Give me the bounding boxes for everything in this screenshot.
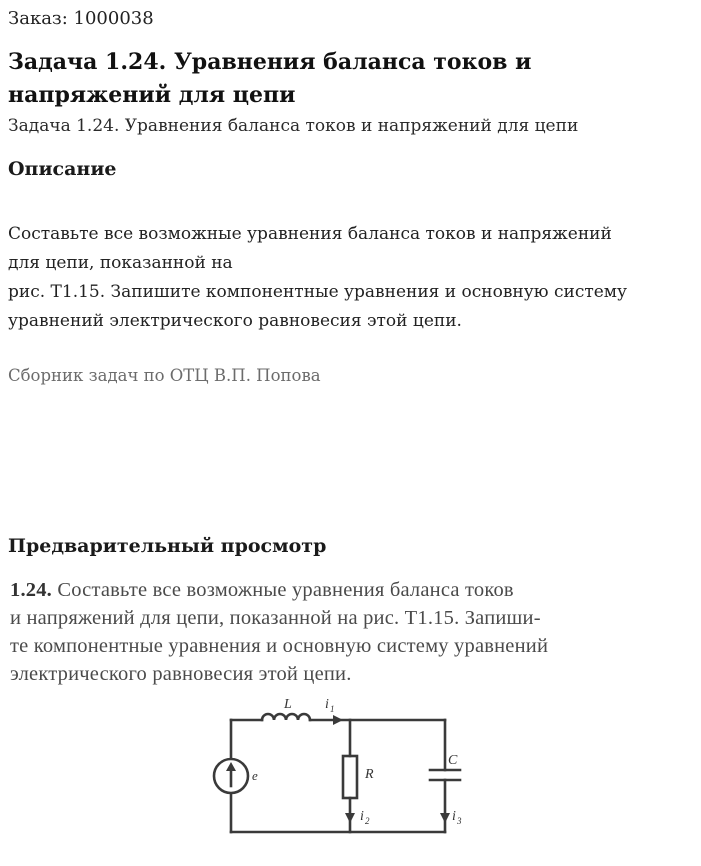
label-current-i1-sub: 1 [330, 704, 335, 714]
label-current-i2-sub: 2 [365, 816, 370, 826]
scan-line-text: Составьте все возможные уравнения баланса токов [52, 579, 514, 601]
label-inductor: L [284, 697, 292, 712]
resistor-symbol [343, 756, 357, 798]
label-resistor: R [365, 767, 374, 782]
description-line: Составьте все возможные уравнения баланса токов и напряжений [8, 224, 612, 244]
scan-line: электрического равновесия этой цепи. [10, 663, 352, 685]
inductor-symbol [262, 714, 310, 720]
description-line: для цепи, показанной на [8, 253, 233, 273]
page-title: Задача 1.24. Уравнения баланса токов и напряжений для цепи [8, 49, 532, 108]
page-subtitle: Задача 1.24. Уравнения баланса токов и напряжений для цепи [8, 116, 579, 136]
label-source: e [252, 768, 258, 783]
source-arrowhead [226, 762, 236, 771]
current-arrow-i1 [333, 715, 343, 725]
description-line: рис. Т1.15. Запишите компонентные уравнения и основную систему [8, 282, 628, 302]
scan-problem-number: 1.24. [10, 579, 52, 601]
label-capacitor: C [448, 753, 458, 768]
scan-line: те компонентные уравнения и основную систему уравнений [10, 635, 549, 657]
current-arrow-i3 [440, 813, 450, 823]
label-current-i3-sub: 3 [457, 816, 462, 826]
description-heading: Описание [8, 158, 117, 180]
current-arrow-i2 [345, 813, 355, 823]
preview-scan [0, 572, 701, 866]
preview-heading: Предварительный просмотр [8, 535, 327, 557]
scan-line: и напряжений для цепи, показанной на рис. Т1.15. Запиши- [10, 607, 541, 629]
label-current-i3: i [452, 809, 456, 824]
circuit-diagram [0, 572, 701, 866]
order-number: Заказ: 1000038 [8, 8, 154, 29]
description-text [8, 220, 678, 336]
source-reference: Сборник задач по ОТЦ В.П. Попова [8, 366, 321, 385]
label-current-i2: i [360, 809, 364, 824]
label-current-i1: i [325, 697, 329, 712]
description-line: уравнений электрического равновесия этой цепи. [8, 311, 462, 331]
